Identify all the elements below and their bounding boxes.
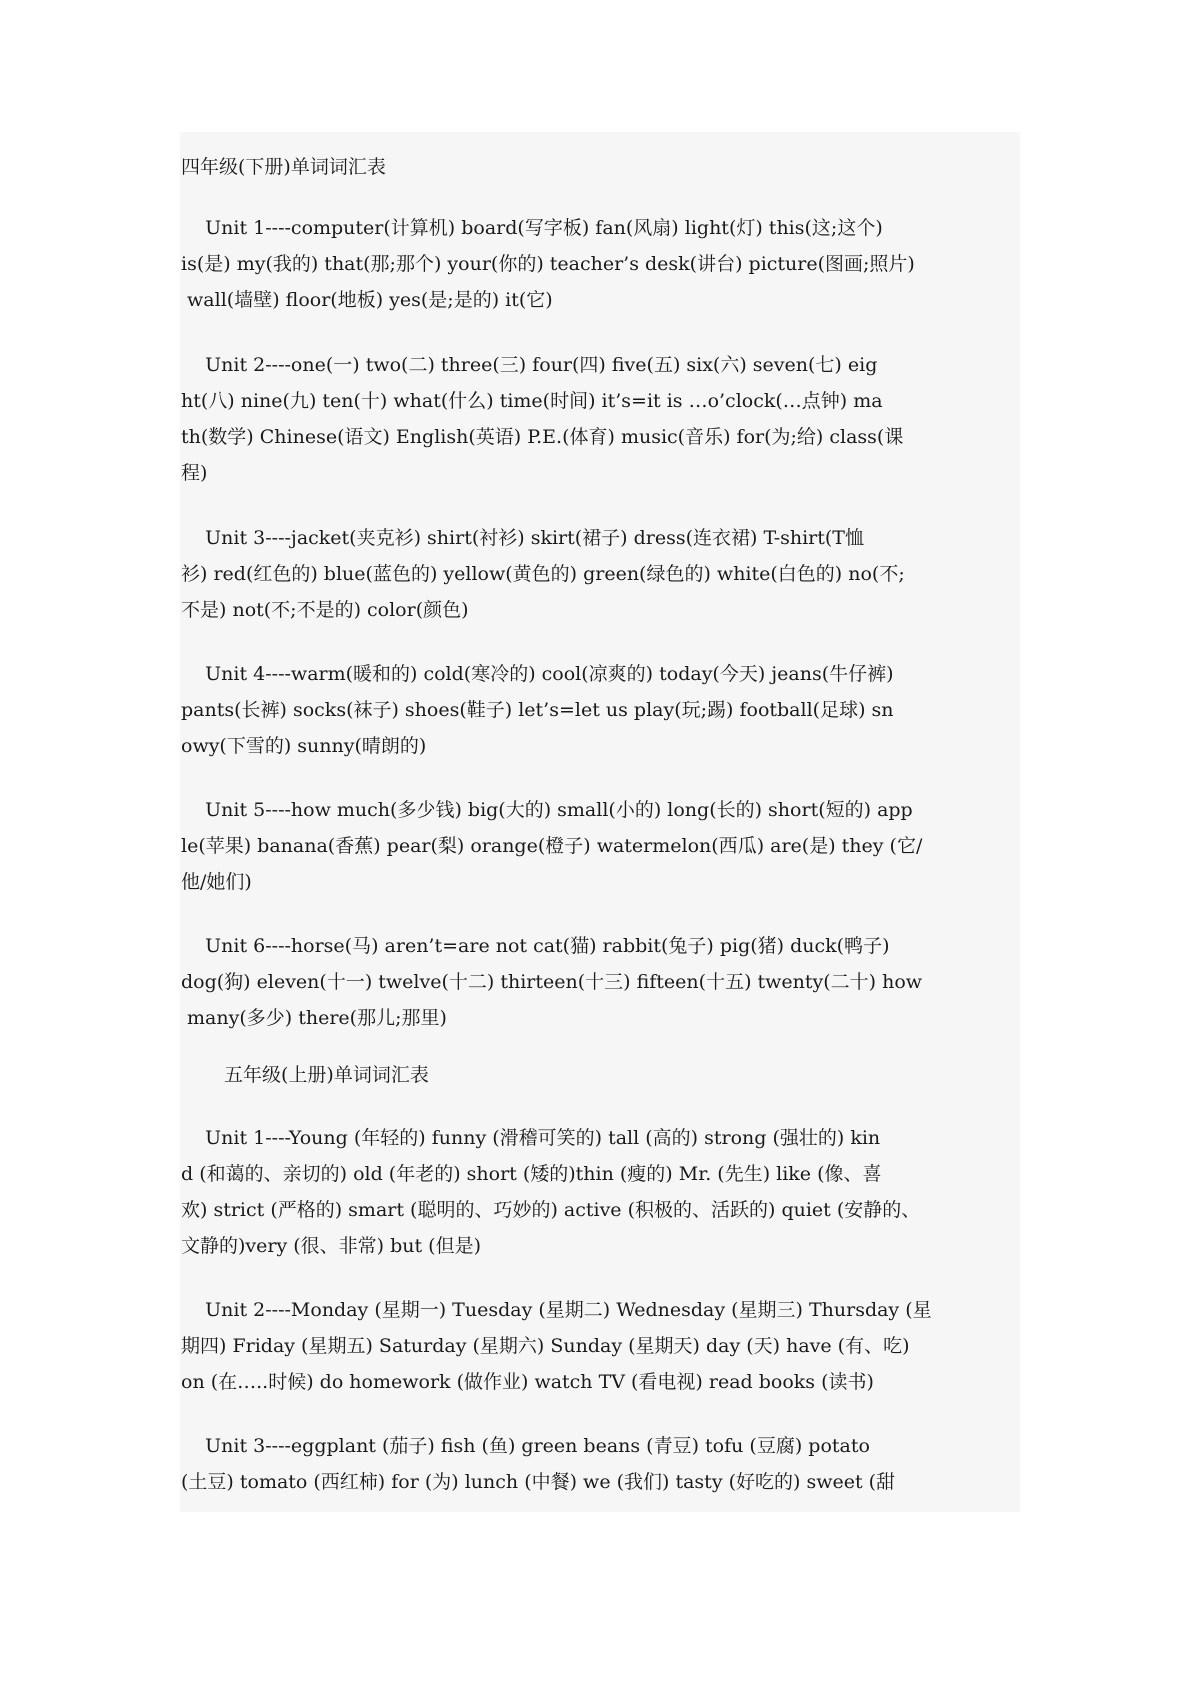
unit-paragraph <box>181 792 922 900</box>
text-line: 他/她们) <box>181 871 252 893</box>
unit-paragraph <box>181 520 905 628</box>
text-line: Unit 2----one(一) two(二) three(三) four(四) five(五) six(六) seven(七) eig <box>181 354 878 376</box>
text-line: (土豆) tomato (西红柿) for (为) lunch (中餐) we (我们) tasty (好吃的) sweet (甜 <box>181 1471 896 1493</box>
text-line: 欢) strict (严格的) smart (聪明的、巧妙的) active (积极的、活跃的) quiet (安静的、 <box>181 1199 921 1221</box>
text-line: 程) <box>181 462 208 484</box>
unit-paragraph <box>181 928 922 1036</box>
text-line: Unit 1----computer(计算机) board(写字板) fan(风扇) light(灯) this(这;这个) <box>181 217 883 239</box>
text-line: pants(长裤) socks(袜子) shoes(鞋子) let’s=let us play(玩;踢) football(足球) sn <box>181 699 894 721</box>
unit-paragraph <box>181 1428 895 1500</box>
text-line: many(多少) there(那儿;那里) <box>181 1007 447 1029</box>
text-line: Unit 3----jacket(夹克衫) shirt(衬衫) skirt(裙子) dress(连衣裙) T-shirt(T恤 <box>181 527 864 549</box>
text-line: Unit 6----horse(马) aren’t=are not cat(猫) rabbit(兔子) pig(猪) duck(鸭子) <box>181 935 890 957</box>
page-title: 四年级(下册)单词词汇表 <box>181 156 386 178</box>
text-line: wall(墙壁) floor(地板) yes(是;是的) it(它) <box>181 289 553 311</box>
document-content <box>180 132 1020 1512</box>
text-line: le(苹果) banana(香蕉) pear(梨) orange(橙子) watermelon(西瓜) are(是) they (它/ <box>181 835 923 857</box>
text-line: Unit 2----Monday (星期一) Tuesday (星期二) Wednesday (星期三) Thursday (星 <box>181 1299 932 1321</box>
section-title: 五年级(上册)单词词汇表 <box>224 1064 429 1086</box>
text-line: Unit 5----how much(多少钱) big(大的) small(小的) long(长的) short(短的) app <box>181 799 913 821</box>
text-line: owy(下雪的) sunny(晴朗的) <box>181 735 427 757</box>
text-line: dog(狗) eleven(十一) twelve(十二) thirteen(十三) fifteen(十五) twenty(二十) how <box>181 971 923 993</box>
text-line: Unit 4----warm(暖和的) cold(寒冷的) cool(凉爽的) today(今天) jeans(牛仔裤) <box>181 663 894 685</box>
unit-paragraph <box>181 1120 920 1264</box>
text-line: 不是) not(不;不是的) color(颜色) <box>181 599 469 621</box>
text-line: th(数学) Chinese(语文) English(英语) P.E.(体育) music(音乐) for(为;给) class(课 <box>181 426 904 448</box>
text-line: Unit 3----eggplant (茄子) fish (鱼) green beans (青豆) tofu (豆腐) potato <box>181 1435 870 1457</box>
text-line: is(是) my(我的) that(那;那个) your(你的) teacher’s desk(讲台) picture(图画;照片) <box>181 253 915 275</box>
text-line: on (在…..时候) do homework (做作业) watch TV (看电视) read books (读书) <box>181 1371 874 1393</box>
text-line: 文静的)very (很、非常) but (但是) <box>181 1235 482 1257</box>
text-line: d (和蔼的、亲切的) old (年老的) short (矮的)thin (瘦的) Mr. (先生) like (像、喜 <box>181 1163 882 1185</box>
unit-paragraph <box>181 1292 932 1400</box>
text-line: 衫) red(红色的) blue(蓝色的) yellow(黄色的) green(绿色的) white(白色的) no(不; <box>181 563 905 585</box>
text-line: Unit 1----Young (年轻的) funny (滑稽可笑的) tall (高的) strong (强壮的) kin <box>181 1127 881 1149</box>
unit-paragraph <box>181 656 894 764</box>
unit-paragraph <box>181 210 915 318</box>
unit-paragraph <box>181 347 903 491</box>
text-line: 期四) Friday (星期五) Saturday (星期六) Sunday (星期天) day (天) have (有、吃) <box>181 1335 910 1357</box>
text-line: ht(八) nine(九) ten(十) what(什么) time(时间) it’s=it is …o’clock(…点钟) ma <box>181 390 883 412</box>
